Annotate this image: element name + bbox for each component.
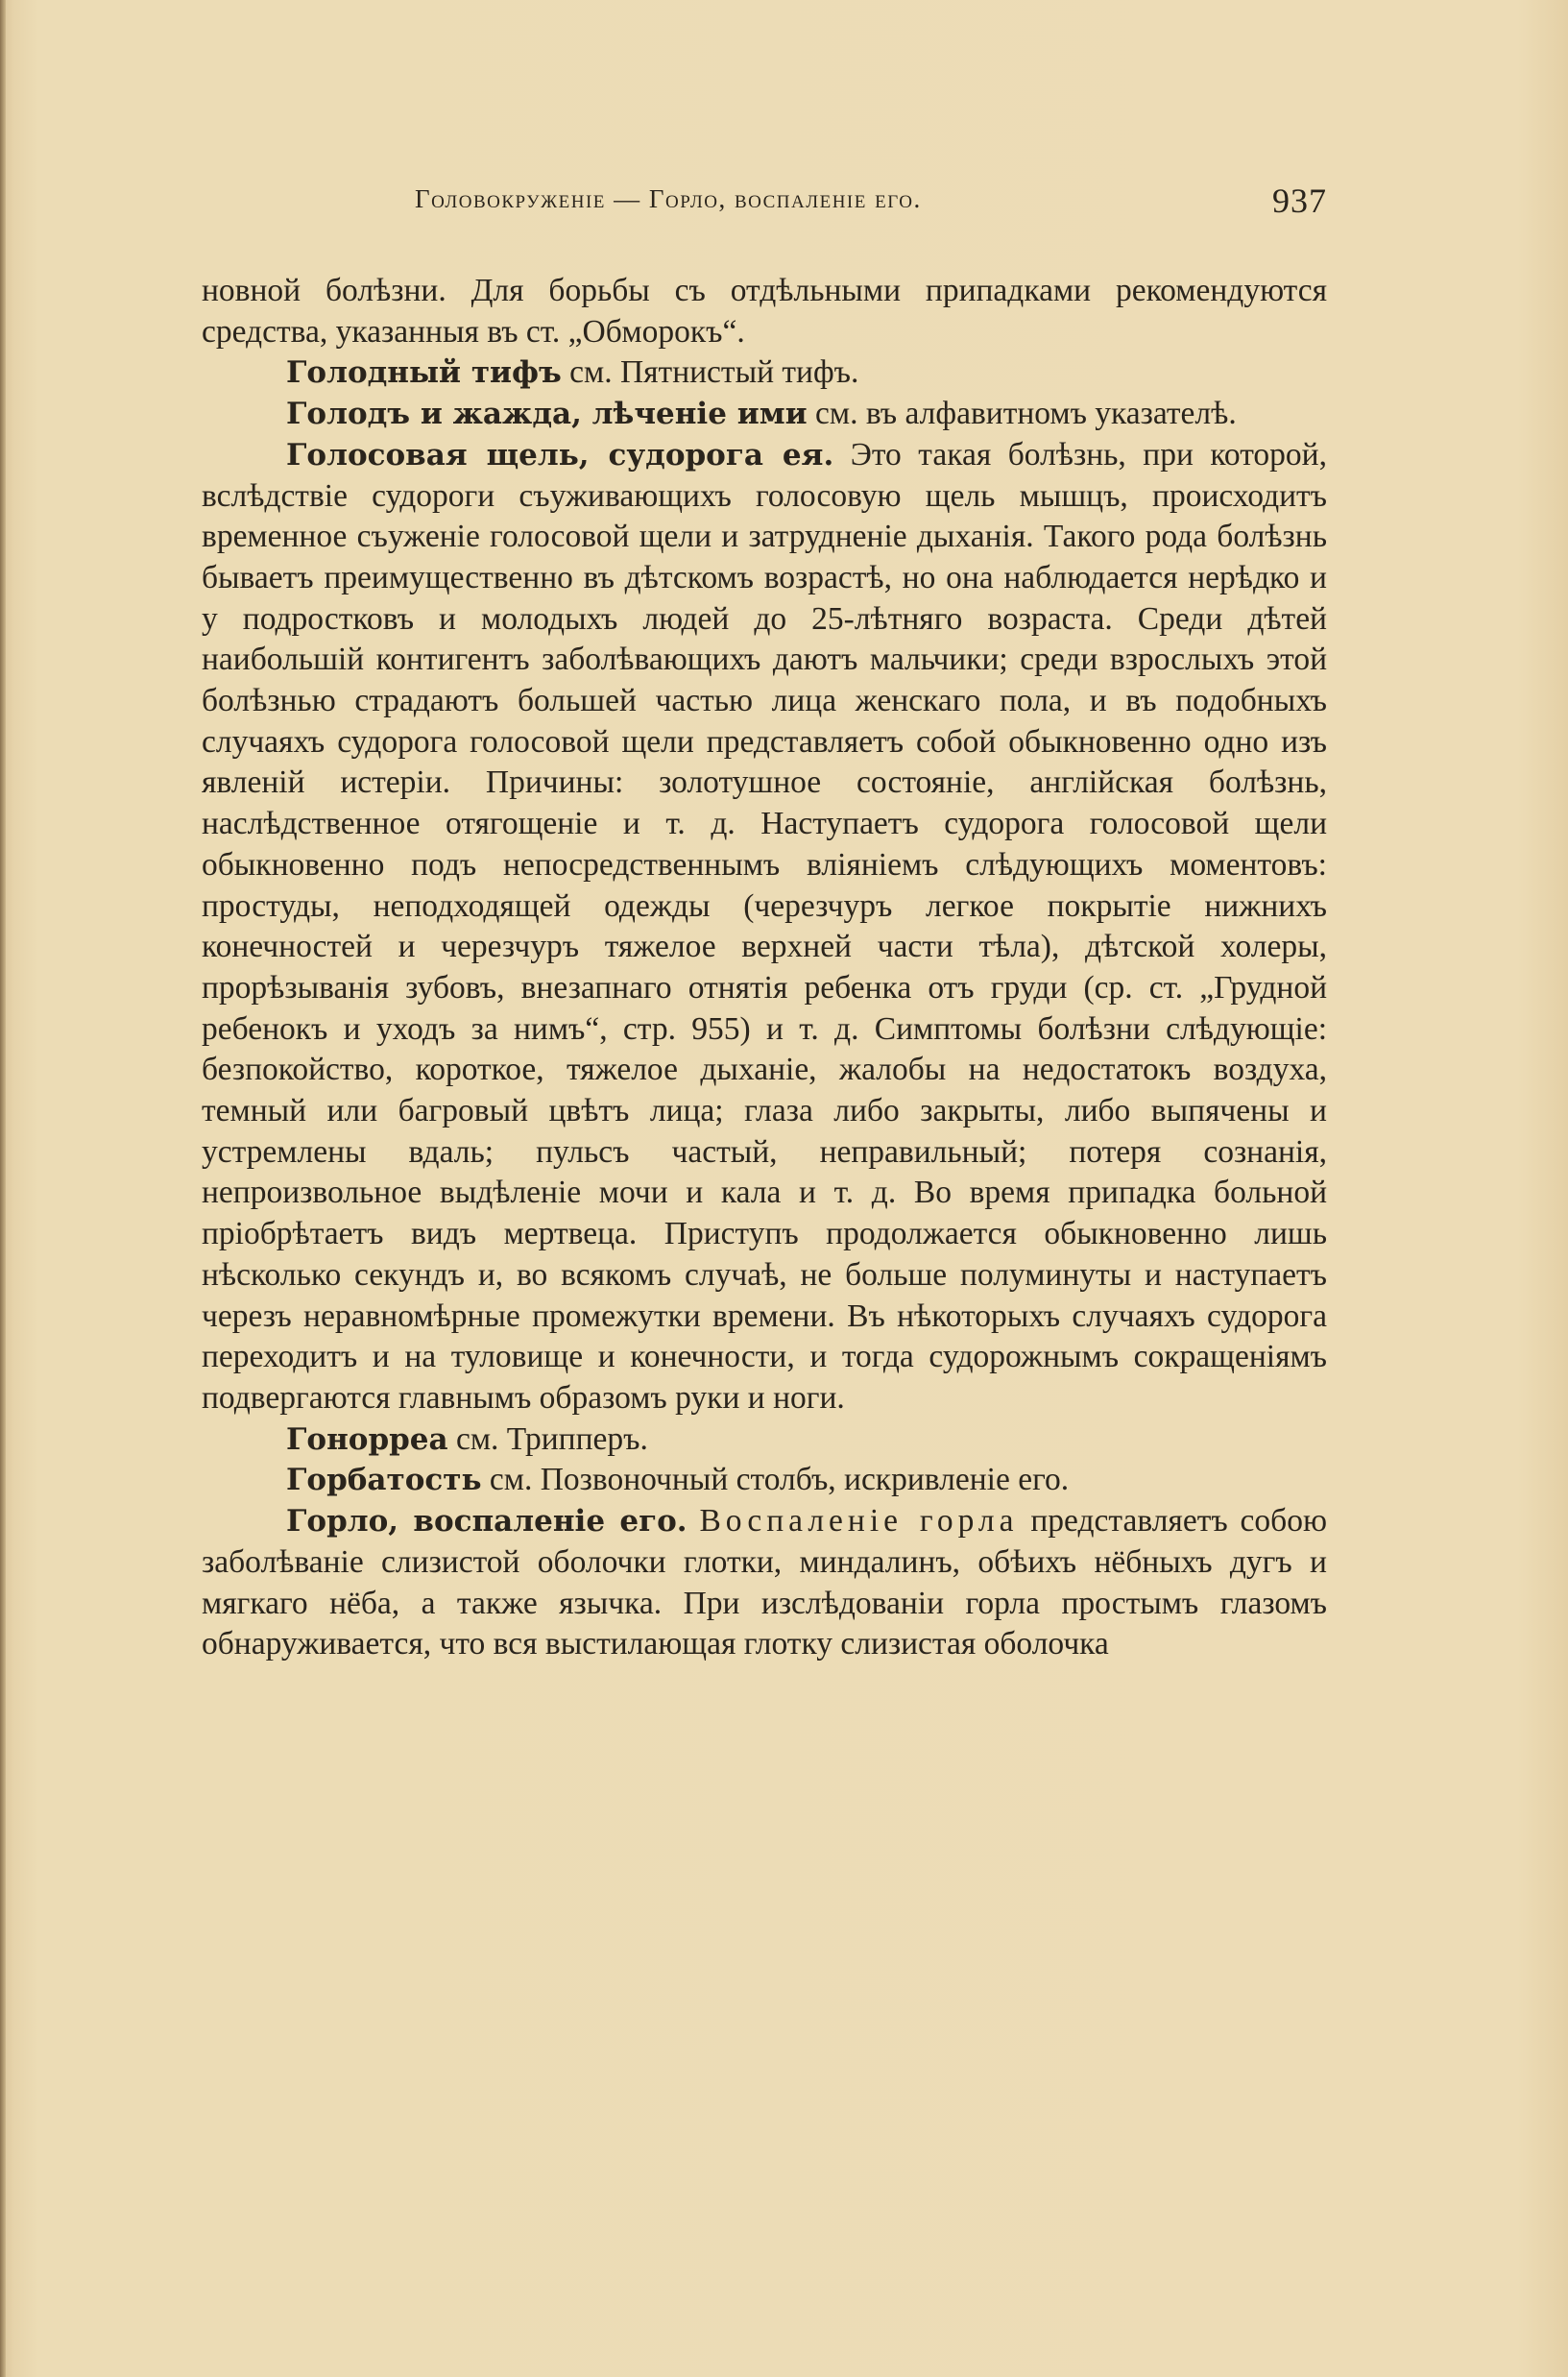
running-head: Головокруженіе — Горло, воспаленіе его. [415, 184, 922, 213]
entry-text: см. Пятнистый тифъ. [561, 354, 859, 391]
entry-paragraph [202, 394, 1327, 435]
entry-term: Гонорреа [286, 1421, 448, 1457]
entry-term: Голосовая щель, судорога ея. [286, 437, 834, 473]
entry-text: представляетъ собою заболѣваніе слизистой оболочки глотки, миндалинъ, обѣихъ нёбныхъ дугъ и мягкаго нёба, а также язычка. При изслѣдованіи горла простымъ глазомъ обнаруживается, что вся выстилающая глотку слизистая оболочка [202, 1503, 1327, 1662]
entry-paragraph [202, 352, 1327, 394]
entry-text: см. Трипперъ. [447, 1420, 648, 1457]
page-header [202, 184, 1327, 234]
entry-text: см. въ алфавитномъ указателѣ. [807, 396, 1237, 432]
entry-term: Горло, воспаленіе его. [286, 1504, 688, 1540]
entry-text: Это такая болѣзнь, при которой, вслѣдствіе судороги съуживающихъ голосовую щель мышцъ, происходитъ временное съуженіе голосовой щели и затрудненіе дыханія. Такого рода болѣзнь бываетъ преимущественно въ дѣтскомъ возрастѣ, но она наблюдается нерѣдко и у подростковъ и молодыхъ людей до 25-лѣтняго возраста. Среди дѣтей наибольшій контигентъ заболѣвающихъ даютъ мальчики; среди взрослыхъ этой болѣзнью страдаютъ большей частью лица женскаго пола, и въ подобныхъ случаяхъ судорога голосовой щели представляетъ собой обыкновенно одно изъ явленій истеріи. Причины: золотушное состояніе, англійская болѣзнь, наслѣдственное отягощеніе и т. д. Наступаетъ судорога голосовой щели обыкновенно подъ непосредственнымъ вліяніемъ слѣдующихъ моментовъ: простуды, неподходящей одежды (черезчуръ легкое покрытіе нижнихъ конечностей и черезчуръ тяжелое верхней части тѣла), дѣтской холеры, прорѣзыванія зубовъ, внезапнаго отнятія ребенка отъ груди (ср. ст. „Грудной ребенокъ и уходъ за нимъ“, стр. 955) и т. д. Симптомы болѣзни слѣдующіе: безпокойство, короткое, тяжелое дыханіе, жалобы на недостатокъ воздуха, темный или багровый цвѣтъ лица; глаза либо закрыты, либо выпячены и устремлены вдаль; пульсъ частый, неправильный; потеря сознанія, непроизвольное выдѣленіе мочи и кала и т. д. Во время припадка больной пріобрѣтаетъ видъ мертвеца. Приступъ продолжается обыкновенно лишь нѣсколько секундъ и, во всякомъ случаѣ, не больше полуминуты и наступаетъ черезъ неравномѣрные промежутки времени. Въ нѣкоторыхъ случаяхъ судорога переходитъ и на туловище и конечности, и тогда судорожнымъ сокращеніямъ подвергаются главнымъ образомъ руки и ноги. [202, 436, 1327, 1416]
page-number: 937 [1272, 182, 1327, 220]
page-edge-shadow [0, 0, 6, 2377]
entry-term: Горбатость [286, 1463, 482, 1498]
entry-paragraph [202, 1419, 1327, 1461]
entry-paragraph [202, 1501, 1327, 1665]
entry-paragraph [202, 1460, 1327, 1501]
entry-text: см. Позвоночный столбъ, искривленіе его. [481, 1462, 1070, 1498]
paragraph-text: новной болѣзни. Для борьбы съ отдѣльными припадками рекомендуются средства, указанныя въ ст. „Обморокъ“. [202, 273, 1327, 350]
body-text [202, 271, 1327, 1665]
entry-paragraph [202, 435, 1327, 1419]
entry-term: Голодъ и жажда, лѣченіе ими [286, 397, 808, 432]
entry-term: Голодный тифъ [286, 355, 562, 391]
paragraph-continuation [202, 271, 1327, 352]
spaced-phrase: Воспаленіе горла [699, 1503, 1019, 1540]
